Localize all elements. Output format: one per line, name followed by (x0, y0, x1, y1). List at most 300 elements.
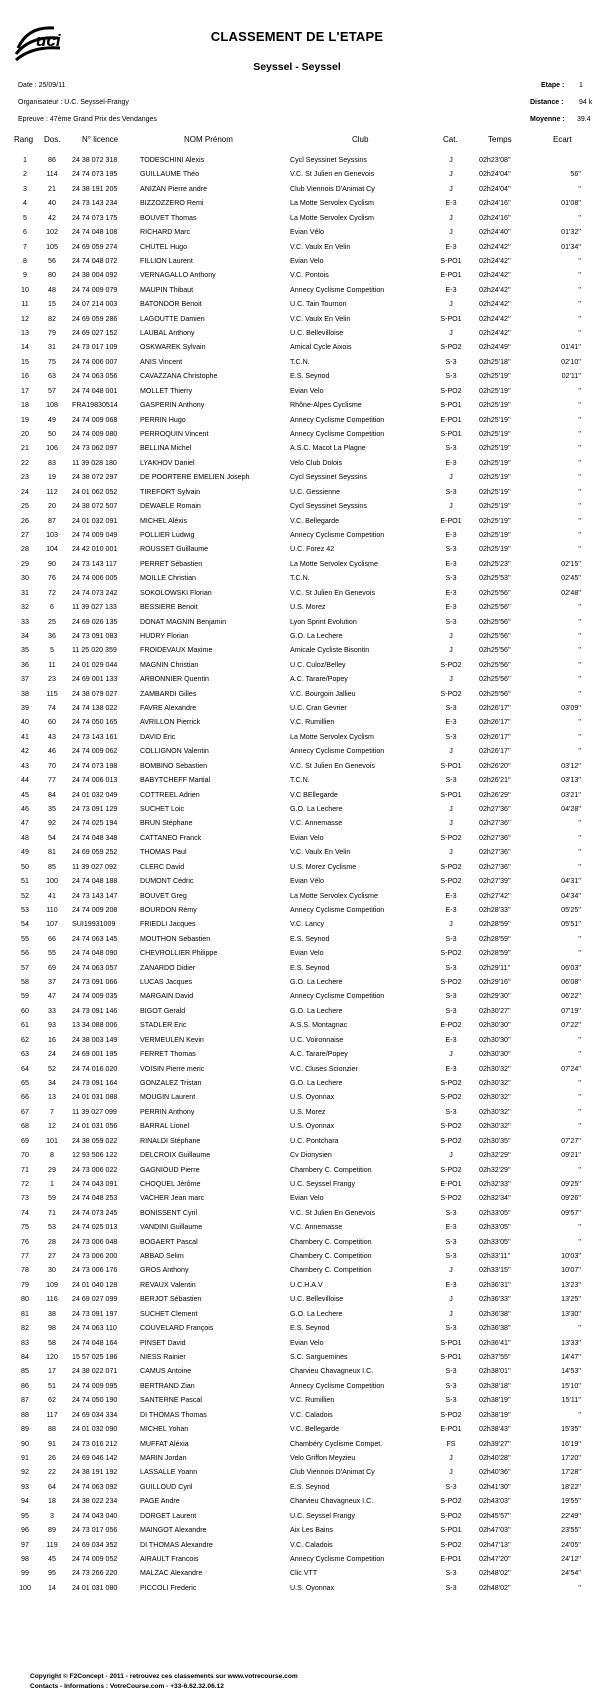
category-cell: S-PO1 (440, 1338, 462, 1347)
time-cell: 02h28'59'' (479, 920, 511, 929)
gap-cell: 10'07'' (561, 1266, 581, 1275)
rank-cell: 78 (21, 1266, 29, 1275)
licence-cell: 24 74 009 049 (72, 530, 118, 539)
rank-cell: 75 (21, 1223, 29, 1232)
rider-name-cell: MOILLE Christian (140, 574, 196, 583)
time-cell: 02h25'19'' (479, 444, 511, 453)
time-cell: 02h28'59'' (479, 934, 511, 943)
page-title: CLASSEMENT DE L'ETAPE (210, 29, 384, 44)
bib-cell: 83 (48, 458, 56, 467)
bib-cell: 13 (48, 1093, 56, 1102)
licence-cell: 24 69 034 352 (72, 1540, 118, 1549)
table-row (0, 340, 594, 354)
time-cell: 02h36'38'' (479, 1309, 511, 1318)
club-cell: Annecy Cyclisme Competition (290, 530, 385, 539)
table-row (0, 672, 594, 686)
gap-cell: 13'25'' (561, 1295, 581, 1304)
licence-cell: 24 38 072 318 (72, 156, 118, 164)
category-cell: S-3 (445, 372, 457, 381)
bib-cell: 15 (48, 300, 56, 309)
bib-cell: 22 (48, 1468, 56, 1477)
bib-cell: 52 (48, 1064, 56, 1073)
licence-cell: 24 73 143 147 (72, 891, 118, 900)
time-cell: 02h25'19'' (479, 530, 511, 539)
bib-cell: 23 (48, 675, 56, 684)
club-cell: V.C. St Julien En Genevois (290, 1208, 375, 1217)
club-cell: U.S. Morez Cyclisme (290, 862, 357, 871)
time-cell: 02h25'19'' (479, 502, 511, 511)
table-row (0, 1119, 594, 1133)
bib-cell: 108 (46, 401, 58, 410)
rider-name-cell: DELCROIX Guillaume (140, 1151, 211, 1160)
gap-cell: '' (578, 833, 581, 842)
table-row (0, 427, 594, 441)
time-cell: 02h25'56'' (479, 617, 511, 626)
time-cell: 02h30'32'' (479, 1107, 511, 1116)
bib-cell: 20 (48, 502, 56, 511)
licence-cell: 24 74 043 040 (72, 1511, 118, 1520)
rider-name-cell: LASSALLE Yoann (140, 1468, 198, 1477)
club-cell: Club Viennois D'Animat Cy (290, 1468, 375, 1477)
table-row (0, 917, 594, 931)
gap-cell: 02'11'' (561, 372, 581, 381)
time-cell: 02h47'03'' (479, 1526, 511, 1535)
category-cell: E-3 (445, 891, 457, 900)
table-row (0, 499, 594, 513)
licence-cell: 24 38 003 149 (72, 1035, 118, 1044)
category-cell: S-3 (445, 545, 457, 554)
table-row (0, 196, 594, 210)
licence-cell: 24 38 059 022 (72, 1136, 118, 1145)
time-cell: 02h38'43'' (479, 1425, 511, 1434)
time-cell: 02h38'19'' (479, 1396, 511, 1405)
club-cell: E.S. Seynod (290, 1324, 330, 1333)
gap-cell: '' (578, 1093, 581, 1102)
category-cell: J (449, 213, 453, 222)
club-cell: U.C.H.A.V (290, 1280, 323, 1289)
table-row (0, 845, 594, 859)
rider-name-cell: BERJOT Sébastien (140, 1295, 202, 1304)
rank-cell: 5 (23, 213, 27, 222)
rider-name-cell: BRUN Stéphane (140, 819, 193, 828)
bib-cell: 6 (50, 603, 54, 612)
licence-cell: 24 74 009 080 (72, 430, 118, 439)
gap-cell: 15'10'' (561, 1381, 581, 1390)
licence-cell: 24 74 009 208 (72, 905, 118, 914)
licence-cell: 24 74 073 242 (72, 588, 118, 597)
bib-cell: 33 (48, 1006, 56, 1015)
club-cell: Charvieu Chavagneux I.C. (290, 1367, 374, 1376)
time-cell: 02h24'42'' (479, 256, 511, 265)
gap-cell: 15'11'' (561, 1396, 581, 1405)
club-cell: V.C. Pontois (290, 271, 329, 280)
table-row (0, 167, 594, 181)
bib-cell: 106 (46, 444, 58, 453)
category-cell: S-PO2 (440, 689, 462, 698)
rider-name-cell: CAMUS Antoine (140, 1367, 192, 1376)
gap-cell: '' (578, 732, 581, 741)
gap-cell: '' (578, 1035, 581, 1044)
rider-name-cell: PERRET Sébastien (140, 559, 203, 568)
category-cell: J (449, 675, 453, 684)
rider-name-cell: GROS Anthony (140, 1266, 189, 1275)
bib-cell: 72 (48, 588, 56, 597)
bib-cell: 95 (48, 1569, 56, 1578)
club-cell: A.C. Tarare/Popey (290, 1050, 348, 1059)
gap-cell: 14'47'' (561, 1353, 581, 1362)
category-cell: J (449, 300, 453, 309)
rank-cell: 25 (21, 502, 29, 511)
gap-cell: '' (578, 213, 581, 222)
club-cell: G.O. La Lechere (290, 1309, 343, 1318)
table-row (0, 687, 594, 701)
club-cell: Evian Vélo (290, 228, 324, 237)
table-row (0, 528, 594, 542)
table-row (0, 1047, 594, 1061)
bib-cell: 30 (48, 1266, 56, 1275)
rider-name-cell: MOUTHON Sebastien (140, 934, 211, 943)
rider-name-cell: ZAMBARDI Gilles (140, 689, 197, 698)
club-cell: V.C. Annemasse (290, 819, 343, 828)
club-cell: Aix Les Bains (290, 1526, 333, 1535)
club-cell: E.S. Seynod (290, 963, 330, 972)
category-cell: S-PO1 (440, 761, 462, 770)
rider-name-cell: POLLIER Ludwig (140, 530, 195, 539)
rider-name-cell: BERTRAND Zian (140, 1381, 195, 1390)
bib-cell: 34 (48, 1079, 56, 1087)
time-cell: 02h26'20'' (479, 761, 511, 770)
table-row (0, 254, 594, 268)
category-cell: S-PO2 (440, 1165, 462, 1174)
gap-cell: '' (578, 631, 581, 640)
rank-cell: 53 (21, 905, 29, 914)
time-cell: 02h25'56'' (479, 660, 511, 669)
licence-cell: 24 01 031 080 (72, 1583, 118, 1592)
rider-name-cell: BELLINA Michel (140, 444, 192, 453)
category-cell: E-3 (445, 603, 457, 612)
rider-name-cell: TIREFORT Sylvain (140, 487, 201, 496)
gap-cell: '' (578, 1237, 581, 1246)
table-row (0, 571, 594, 585)
club-cell: Charvieu Chavagneux I.C. (290, 1497, 374, 1506)
table-row (0, 211, 594, 225)
table-row (0, 182, 594, 196)
club-cell: Velo Club Dolois (290, 458, 343, 467)
time-cell: 02h27'36'' (479, 833, 511, 842)
club-cell: U.C. Bellevilloise (290, 1295, 344, 1304)
time-cell: 02h26'17'' (479, 732, 511, 741)
licence-cell: 24 69 046 142 (72, 1453, 118, 1462)
category-cell: J (449, 920, 453, 929)
rider-name-cell: MICHEL Aléxis (140, 516, 188, 525)
club-cell: E.S. Seynod (290, 934, 330, 943)
table-row (0, 860, 594, 874)
licence-cell: 24 74 006 005 (72, 574, 118, 583)
time-cell: 02h38'19'' (479, 1410, 511, 1419)
club-cell: G.O. La Lechere (290, 1006, 343, 1015)
rank-cell: 19 (21, 415, 29, 424)
time-cell: 02h25'19'' (479, 458, 511, 467)
gap-cell: 09'25'' (561, 1179, 581, 1188)
table-row (0, 802, 594, 816)
gap-cell: '' (578, 502, 581, 511)
table-row (0, 398, 594, 412)
col-header-cat: Cat. (443, 135, 458, 144)
table-row (0, 413, 594, 427)
col-header-club: Club (352, 135, 369, 144)
club-cell: Evian Velo (290, 833, 324, 842)
stage-value: 1 (579, 82, 583, 89)
rank-cell: 61 (21, 1021, 29, 1030)
table-row (0, 1451, 594, 1465)
table-row (0, 1494, 594, 1508)
table-row (0, 1249, 594, 1263)
col-header-dos: Dos. (44, 135, 61, 144)
club-cell: La Motte Servolex Cyclisme (290, 559, 378, 568)
rank-cell: 28 (21, 545, 29, 554)
time-cell: 02h27'36'' (479, 862, 511, 871)
bib-cell: 27 (48, 1252, 56, 1261)
gap-cell: '' (578, 314, 581, 323)
club-cell: Velo Griffon Meyzieu (290, 1453, 356, 1462)
gap-cell: '' (578, 689, 581, 698)
table-row (0, 542, 594, 556)
table-row (0, 715, 594, 729)
rider-name-cell: MUFFAT Aléxia (140, 1439, 189, 1448)
gap-cell: 09'26'' (561, 1194, 581, 1203)
club-cell: U.C. Seyssel Frangy (290, 1179, 356, 1188)
bib-cell: 53 (48, 1223, 56, 1232)
category-cell: E-3 (445, 905, 457, 914)
col-header-ecart: Ecart (553, 135, 572, 144)
bib-cell: 104 (46, 545, 58, 554)
bib-cell: 11 (48, 660, 56, 669)
rider-name-cell: THOMAS Paul (140, 848, 187, 857)
licence-cell: 24 69 001 133 (72, 675, 118, 684)
gap-cell: '' (578, 1165, 581, 1174)
category-cell: J (449, 1295, 453, 1304)
licence-cell: 24 69 059 286 (72, 314, 118, 323)
time-cell: 02h24'16'' (479, 213, 511, 222)
rank-cell: 21 (21, 444, 29, 453)
club-cell: E.S. Seynod (290, 372, 330, 381)
gap-cell: 02'45'' (561, 574, 581, 583)
club-cell: Annecy Cyclisme Competition (290, 415, 385, 424)
rider-name-cell: VACHER Jean marc (140, 1194, 205, 1203)
time-cell: 02h26'17'' (479, 718, 511, 727)
licence-cell: 11 39 027 099 (72, 1107, 117, 1116)
licence-cell: 24 01 040 128 (72, 1280, 118, 1289)
category-cell: E-3 (445, 718, 457, 727)
rank-cell: 41 (21, 732, 29, 741)
gap-cell: 03'09'' (561, 704, 581, 713)
category-cell: J (449, 170, 453, 179)
bib-cell: 18 (48, 1497, 56, 1506)
gap-cell: 13'30'' (561, 1309, 581, 1318)
club-cell: La Motte Servolex Cyclisme (290, 891, 378, 900)
rider-name-cell: LAGOUTTE Damien (140, 314, 205, 323)
rank-cell: 55 (21, 934, 29, 943)
club-cell: Evian Vélo (290, 877, 324, 886)
bib-cell: 107 (46, 920, 58, 929)
table-row (0, 1465, 594, 1479)
licence-cell: 24 73 062 097 (72, 444, 118, 453)
rank-cell: 34 (21, 631, 29, 640)
rank-cell: 14 (21, 343, 29, 352)
club-cell: Cycl Seyssinet Seyssins (290, 473, 367, 482)
rank-cell: 91 (21, 1453, 29, 1462)
rank-cell: 93 (21, 1482, 29, 1491)
rank-cell: 89 (21, 1425, 29, 1434)
time-cell: 02h30'32'' (479, 1093, 511, 1102)
rider-name-cell: COLLIGNON Valentin (140, 747, 209, 756)
bib-cell: 35 (48, 804, 56, 813)
category-cell: S-3 (445, 1237, 457, 1246)
table-row (0, 1004, 594, 1018)
table-row (0, 1509, 594, 1523)
rank-cell: 8 (23, 256, 27, 265)
rank-cell: 76 (21, 1237, 29, 1246)
rank-cell: 98 (21, 1554, 29, 1563)
gap-cell: 05'25'' (561, 905, 581, 914)
category-cell: S-3 (445, 992, 457, 1001)
bib-cell: 115 (46, 689, 58, 698)
rider-name-cell: FILLION Laurent (140, 256, 193, 265)
rank-cell: 85 (21, 1367, 29, 1376)
gap-cell: 07'27'' (561, 1136, 581, 1145)
category-cell: S-3 (445, 1381, 457, 1390)
time-cell: 02h25'18'' (479, 357, 511, 366)
category-cell: E-3 (445, 242, 457, 251)
bib-cell: 40 (48, 199, 56, 208)
club-cell: La Motte Servolex Cyclism (290, 732, 374, 741)
bib-cell: 28 (48, 1237, 56, 1246)
category-cell: S-PO2 (440, 833, 462, 842)
bib-cell: 41 (48, 891, 56, 900)
licence-cell: 24 73 143 234 (72, 199, 118, 208)
category-cell: E-3 (445, 1280, 457, 1289)
rank-cell: 64 (21, 1064, 29, 1073)
licence-cell: 24 74 138 022 (72, 704, 118, 713)
rank-cell: 18 (21, 401, 29, 410)
rank-cell: 97 (21, 1540, 29, 1549)
table-row (0, 384, 594, 398)
table-row (0, 744, 594, 758)
gap-cell: 01'08'' (561, 199, 581, 208)
bib-cell: 63 (48, 372, 56, 381)
club-cell: V.C. St Julien En Genevois (290, 588, 375, 597)
time-cell: 02h25'19'' (479, 430, 511, 439)
gap-cell: '' (578, 329, 581, 338)
club-cell: A.S.C. Macot La Plagne (290, 444, 366, 453)
gap-cell: '' (578, 184, 581, 193)
time-cell: 02h33'05'' (479, 1237, 511, 1246)
gap-cell: '' (578, 530, 581, 539)
club-cell: Lyon Sprint Evolution (290, 617, 357, 626)
licence-cell: 24 73 091 197 (72, 1309, 118, 1318)
table-row (0, 1191, 594, 1205)
gap-cell: '' (578, 848, 581, 857)
col-header-licence: N° licence (82, 135, 119, 144)
time-cell: 02h45'57'' (479, 1511, 511, 1520)
club-cell: Annecy Cyclisme Competition (290, 430, 385, 439)
gap-cell: '' (578, 444, 581, 453)
rider-name-cell: DE POORTERE EMELIEN Joseph (140, 473, 250, 482)
time-cell: 02h32'29'' (479, 1151, 511, 1160)
rider-name-cell: VOISIN Pierre meric (140, 1064, 205, 1073)
gap-cell: 24'54'' (561, 1569, 581, 1578)
time-cell: 02h27'36'' (479, 804, 511, 813)
rank-cell: 52 (21, 891, 29, 900)
rank-cell: 36 (21, 660, 29, 669)
category-cell: J (449, 156, 453, 164)
gap-cell: 06'03'' (561, 963, 581, 972)
bib-cell: 5 (50, 646, 54, 655)
gap-cell: '' (578, 862, 581, 871)
rider-name-cell: DEWAELE Romain (140, 502, 201, 511)
time-cell: 02h25'19'' (479, 545, 511, 554)
category-cell: S-3 (445, 1569, 457, 1578)
gap-cell: '' (578, 1107, 581, 1116)
club-cell: V.C. Rumillien (290, 718, 335, 727)
category-cell: S-3 (445, 1396, 457, 1405)
bib-cell: 84 (48, 790, 56, 799)
category-cell: S-PO2 (440, 1410, 462, 1419)
table-row (0, 153, 594, 167)
table-row (0, 441, 594, 455)
club-cell: U.C. Culoz/Belley (290, 660, 346, 669)
bib-cell: 24 (48, 1050, 56, 1059)
bib-cell: 76 (48, 574, 56, 583)
rider-name-cell: BIGOT Gerald (140, 1006, 186, 1015)
club-cell: Amicale Cycliste Bisontin (290, 646, 370, 655)
rider-name-cell: DI THOMAS Alexandre (140, 1540, 213, 1549)
category-cell: S-3 (445, 1367, 457, 1376)
time-cell: 02h43'03'' (479, 1497, 511, 1506)
col-header-temps: Temps (488, 135, 512, 144)
rider-name-cell: CATTANEO Franck (140, 833, 202, 842)
time-cell: 02h27'39'' (479, 877, 511, 886)
rider-name-cell: ABBAD Selim (140, 1252, 184, 1261)
time-cell: 02h36'33'' (479, 1295, 511, 1304)
rider-name-cell: TODESCHINI Alexis (140, 156, 205, 164)
bib-cell: 114 (46, 170, 58, 179)
bib-cell: 74 (48, 704, 56, 713)
rider-name-cell: PERRIN Anthony (140, 1107, 195, 1116)
bib-cell: 55 (48, 949, 56, 958)
licence-cell: 24 38 022 071 (72, 1367, 118, 1376)
table-row (0, 629, 594, 643)
licence-cell: 24 38 191 205 (72, 184, 118, 193)
category-cell: S-3 (445, 963, 457, 972)
distance-label: Distance : (530, 99, 564, 106)
rank-cell: 3 (23, 184, 27, 193)
rider-name-cell: MAGNIN Christian (140, 660, 199, 669)
category-cell: S-3 (445, 357, 457, 366)
club-cell: T.C.N. (290, 776, 310, 785)
category-cell: S-3 (445, 934, 457, 943)
table-row (0, 355, 594, 369)
bib-cell: 54 (48, 833, 56, 842)
bib-cell: 98 (48, 1324, 56, 1333)
table-row (0, 1206, 594, 1220)
bib-cell: 58 (48, 1338, 56, 1347)
licence-cell: 24 01 062 052 (72, 487, 118, 496)
rank-cell: 68 (21, 1122, 29, 1131)
rank-cell: 92 (21, 1468, 29, 1477)
bib-cell: 105 (46, 242, 58, 251)
club-cell: Chambery C. Competition (290, 1165, 372, 1174)
